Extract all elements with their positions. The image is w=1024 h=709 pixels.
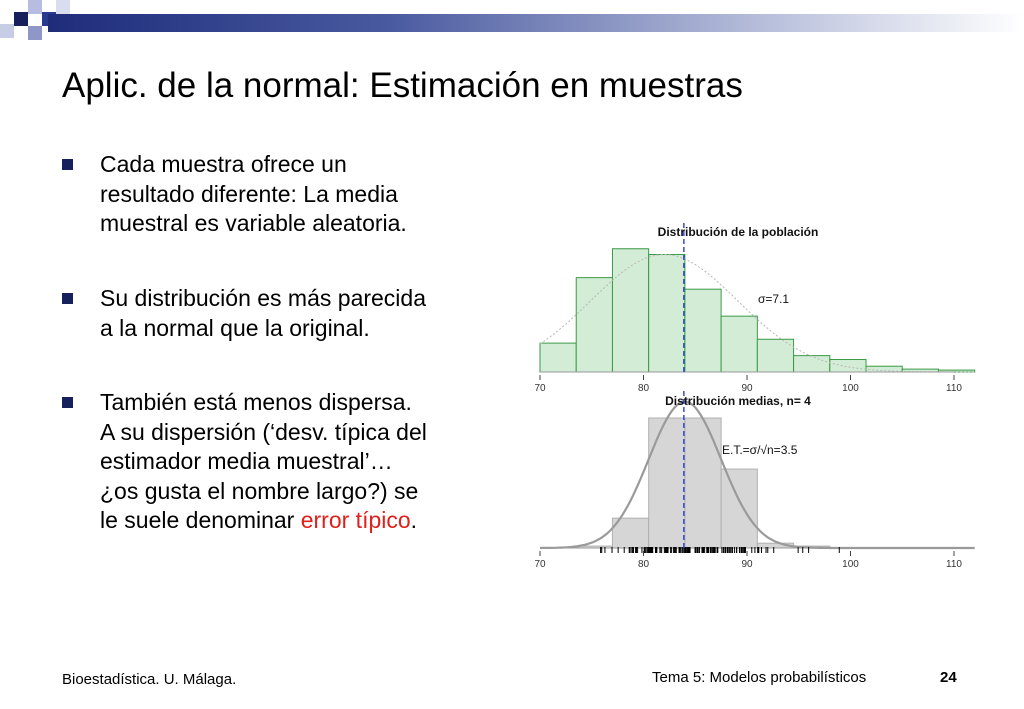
chart-title: Distribución de la población (657, 225, 819, 239)
bullet-line: ¿os gusta el nombre largo?) se (100, 477, 419, 504)
histogram-bar (612, 249, 648, 372)
x-tick-label: 110 (946, 383, 962, 394)
highlight-term: error típico (300, 507, 411, 533)
histogram-bar (721, 316, 757, 372)
x-tick-label: 100 (842, 559, 859, 570)
slide-title: Aplic. de la normal: Estimación en muestras (62, 66, 743, 105)
header-band (0, 0, 1024, 46)
bullet-line (100, 506, 510, 536)
histogram-bar (757, 339, 793, 372)
x-tick-label: 80 (637, 383, 650, 394)
x-tick-label: 90 (741, 559, 753, 570)
page-number: 24 (940, 669, 957, 686)
chart-annotation: σ=7.1 (758, 292, 790, 306)
bullet-line: estimador media muestral’… (100, 448, 393, 474)
x-tick-label: 90 (741, 383, 753, 394)
histogram-bar (685, 418, 721, 548)
histogram-bar (649, 255, 685, 372)
histogram-bar (794, 356, 830, 372)
chart-area (516, 215, 986, 570)
x-tick-label: 70 (534, 383, 546, 394)
histogram-bar (685, 289, 721, 372)
header-gradient-bar (48, 14, 1024, 32)
x-tick-label: 80 (637, 559, 650, 570)
square-bullet-icon (62, 159, 73, 170)
population-histogram (516, 215, 986, 395)
bullet-text: le suele denominar (100, 507, 301, 533)
histogram-bar (830, 359, 866, 372)
bullet-line: Cada muestra ofrece un (100, 151, 347, 177)
sample-means-histogram (516, 391, 986, 571)
x-tick-label: 110 (946, 559, 962, 570)
footer-right: Tema 5: Modelos probabilísticos (652, 669, 867, 686)
histogram-bar (540, 343, 576, 372)
bullet-line: También está menos dispersa. (100, 389, 412, 415)
chart-title: Distribución medias, n= 4 (665, 394, 811, 408)
bullet-text: . (410, 507, 418, 533)
footer-left: Bioestadística. U. Málaga. (62, 671, 237, 688)
bullet-line: Su distribución es más parecida (100, 285, 426, 311)
histogram-bar (721, 469, 757, 548)
square-bullet-icon (62, 397, 73, 408)
x-tick-label: 100 (842, 383, 859, 394)
histogram-bar (576, 278, 612, 372)
chart-annotation: E.T.=σ/√n=3.5 (722, 443, 798, 457)
bullet-line: A su dispersión (‘desv. típica del (100, 418, 427, 445)
bullet-line: resultado diferente: La media (100, 180, 398, 207)
square-bullet-icon (62, 293, 73, 304)
x-tick-label: 70 (534, 559, 546, 570)
histogram-bar (649, 418, 685, 548)
bullet-line: muestral es variable aleatoria. (100, 210, 407, 236)
bullet-line: a la normal que la original. (100, 314, 370, 341)
